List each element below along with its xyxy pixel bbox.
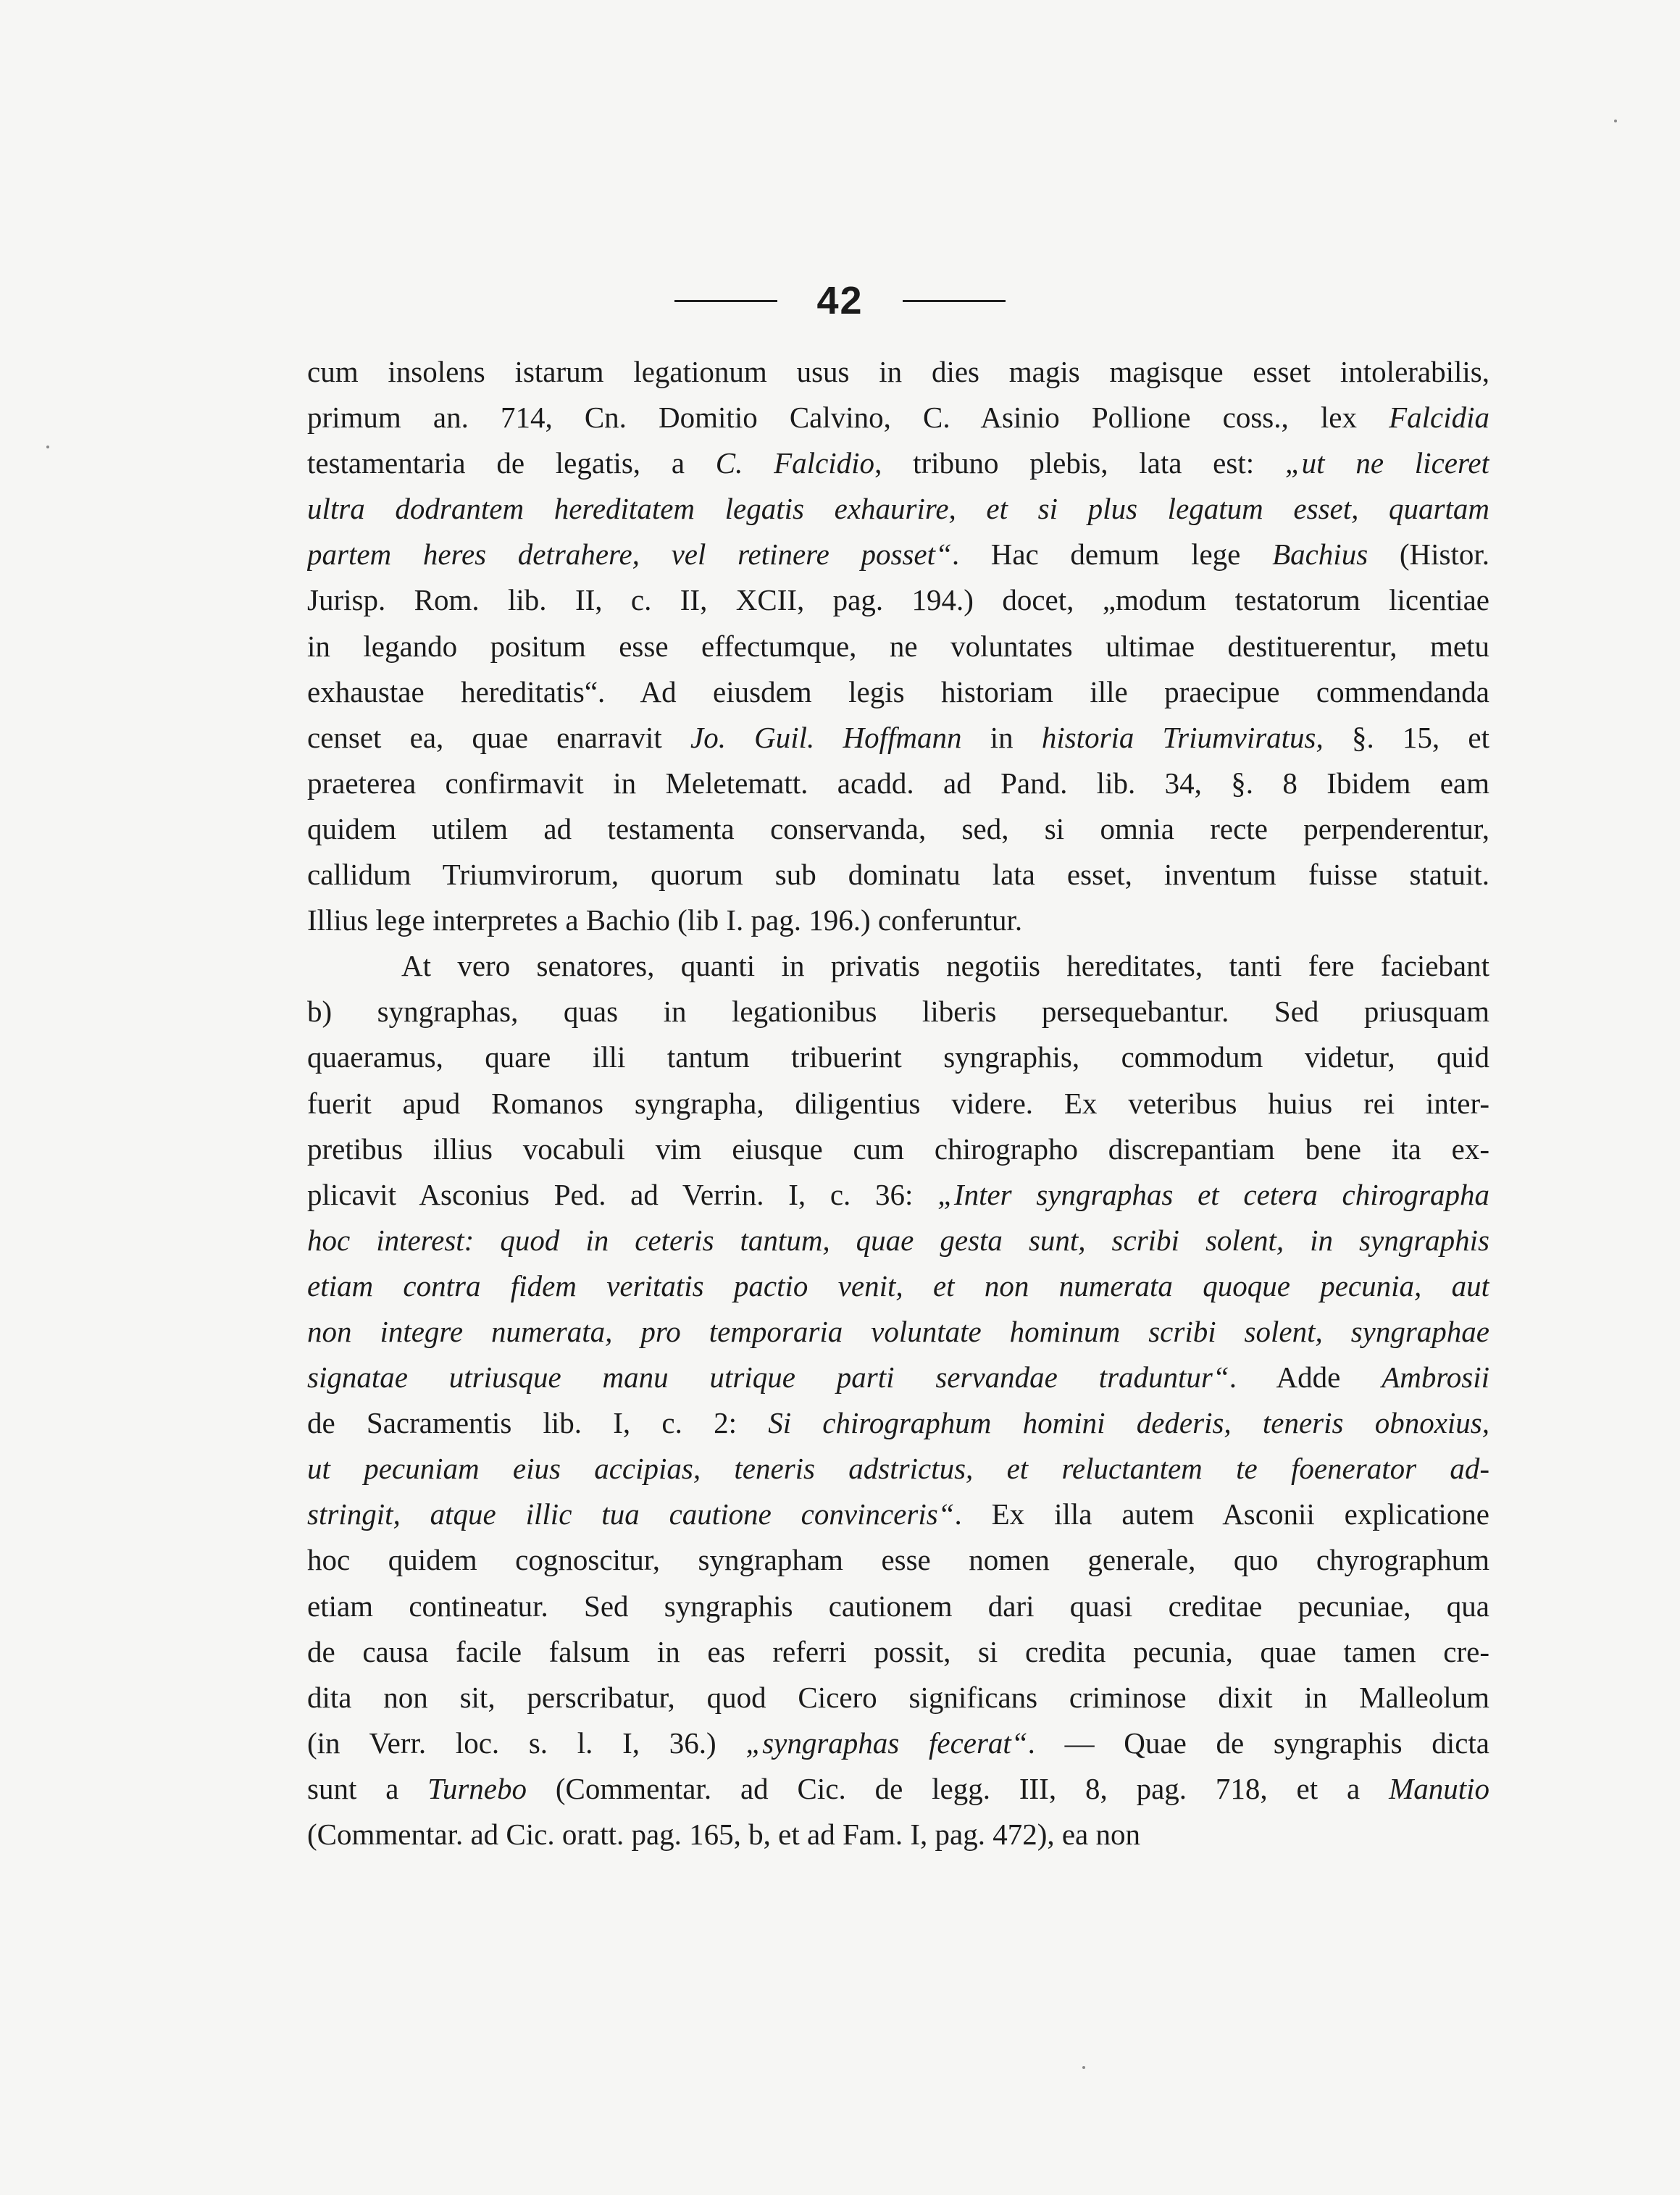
text-line [307, 440, 1489, 486]
text-segment: testamentaria de legatis, a [307, 446, 716, 480]
text-segment: fuerit apud Romanos syngrapha, diligentius videre. Ex veteribus huius rei inter- [307, 1086, 1489, 1120]
text-segment: (Histor. [1368, 538, 1489, 572]
text-line [307, 1629, 1489, 1675]
text-line [307, 1400, 1489, 1446]
text-line [307, 669, 1489, 715]
text-line [307, 806, 1489, 852]
text-line [307, 1034, 1489, 1080]
italic-segment: „syngraphas fecerat“ [745, 1726, 1028, 1760]
text-segment: quidem utilem ad testamenta conservanda, sed, si omnia recte perpenderentur, [307, 811, 1489, 845]
text-segment: quaeramus, quare illi tantum tribuerint syngraphis, commodum videtur, quid [307, 1040, 1489, 1074]
text-line [307, 1766, 1489, 1812]
italic-segment: C. Falcidio [715, 446, 875, 480]
text-line [307, 1126, 1489, 1172]
italic-segment: Falcidia [1389, 401, 1489, 435]
text-segment: (Commentar. ad Cic. de legg. III, 8, pag. 718, et a [527, 1771, 1389, 1805]
italic-segment: non integre numerata, pro temporaria voluntate hominum scribi solent, syngraphae [307, 1314, 1489, 1348]
text-segment: pretibus illius vocabuli vim eiusque cum chirographo discrepantiam bene ita ex- [307, 1132, 1489, 1166]
text-segment: praeterea confirmavit in Meletematt. acadd. ad Pand. lib. 34, §. 8 Ibidem eam [307, 766, 1489, 800]
italic-segment: signatae utriusque manu utrique parti servandae traduntur“ [307, 1360, 1229, 1395]
page-header [0, 275, 1680, 326]
text-segment: . Adde [1229, 1360, 1382, 1395]
text-segment: cum insolens istarum legationum usus in dies magis magisque esset intolerabilis, [307, 355, 1489, 388]
text-line [307, 349, 1489, 395]
text-line [307, 1081, 1489, 1126]
page-number: 42 [816, 279, 864, 322]
italic-segment: partem heres detrahere, vel retinere posset“ [307, 538, 952, 572]
italic-segment: „ut ne liceret [1284, 446, 1489, 480]
text-line [307, 577, 1489, 623]
text-segment: Jurisp. Rom. lib. II, c. II, XCII, pag. 194.) docet, „modum testatorum licentiae [307, 583, 1489, 617]
italic-segment: Bachius [1272, 538, 1368, 572]
text-segment: (Commentar. ad Cic. oratt. pag. 165, b, et ad Fam. I, pag. 472), ea non [307, 1818, 1141, 1851]
italic-segment: ut pecuniam eius accipias, teneris adstrictus, et reluctantem te foenerator ad- [307, 1452, 1489, 1486]
text-line [307, 1309, 1489, 1355]
text-segment: in [961, 720, 1042, 754]
italic-segment: Turnebo [427, 1771, 527, 1805]
text-segment: de Sacramentis lib. I, c. 2: [307, 1406, 769, 1440]
text-segment: b) syngraphas, quas in legationibus liberis persequebantur. Sed priusquam [307, 995, 1489, 1029]
text-line [307, 852, 1489, 898]
header-rule-right [903, 300, 1006, 302]
italic-segment: Ambrosii [1382, 1360, 1489, 1395]
scan-speck [46, 446, 49, 448]
text-line [307, 1675, 1489, 1721]
text-line [307, 1721, 1489, 1766]
italic-segment: stringit, atque illic tua cautione convinceris“ [307, 1497, 955, 1531]
text-line [307, 395, 1489, 440]
italic-segment: Si chirographum homini dederis, teneris obnoxius, [768, 1406, 1489, 1440]
text-segment: §. 15, et [1323, 720, 1489, 754]
text-segment: callidum Triumvirorum, quorum sub dominatu lata esset, inventum fuisse statuit. [307, 858, 1489, 892]
text-segment: in legando positum esse effectumque, ne voluntates ultimae destituerentur, metu [307, 629, 1489, 663]
text-segment: At vero senatores, quanti in privatis negotiis hereditates, tanti fere faciebant [401, 949, 1489, 983]
text-segment: . Hac demum lege [951, 538, 1273, 572]
text-line [307, 624, 1489, 669]
scan-speck [1082, 2066, 1085, 2069]
scan-speck [1614, 120, 1617, 122]
text-segment: hoc quidem cognoscitur, syngrapham esse nomen generale, quo chyrographum [307, 1543, 1489, 1577]
text-line [307, 989, 1489, 1034]
text-segment: etiam contineatur. Sed syngraphis cautionem dari quasi creditae pecuniae, qua [307, 1589, 1489, 1623]
text-segment: primum an. 714, Cn. Domitio Calvino, C. Asinio Pollione coss., lex [307, 401, 1389, 435]
text-line [307, 1584, 1489, 1629]
italic-segment: hoc interest: quod in ceteris tantum, quae gesta sunt, scribi solent, in syngraphis [307, 1223, 1489, 1257]
body-text [307, 349, 1489, 1857]
text-segment: censet ea, quae enarravit [307, 720, 690, 754]
text-line [307, 715, 1489, 761]
text-segment: (in Verr. loc. s. l. I, 36.) [307, 1726, 746, 1760]
text-line [307, 1172, 1489, 1218]
text-line [307, 898, 1489, 943]
text-line [307, 486, 1489, 532]
text-line [307, 1537, 1489, 1583]
text-segment: plicavit Asconius Ped. ad Verrin. I, c. 36: [307, 1177, 938, 1211]
text-line [307, 1446, 1489, 1492]
text-segment: Illius lege interpretes a Bachio (lib I. pag. 196.) conferuntur. [307, 903, 1023, 937]
italic-segment: Manutio [1389, 1771, 1489, 1805]
text-segment: . Ex illa autem Asconii explicatione [954, 1497, 1489, 1531]
header-rule-left [674, 300, 777, 302]
italic-segment: historia Triumviratus, [1041, 720, 1324, 754]
text-line [307, 1492, 1489, 1537]
text-line [307, 1812, 1489, 1857]
text-line [307, 1263, 1489, 1309]
italic-segment: Jo. Guil. Hoffmann [690, 720, 962, 754]
text-segment: sunt a [307, 1771, 428, 1805]
text-line [307, 943, 1489, 989]
text-segment: dita non sit, perscribatur, quod Cicero significans criminose dixit in Malleolum [307, 1680, 1489, 1714]
text-segment: , tribuno plebis, lata est: [874, 446, 1285, 480]
text-line [307, 532, 1489, 577]
text-segment: exhaustae hereditatis“. Ad eiusdem legis historiam ille praecipue commendanda [307, 674, 1489, 708]
italic-segment: etiam contra fidem veritatis pactio venit, et non numerata quoque pecunia, aut [307, 1268, 1489, 1303]
text-line [307, 1355, 1489, 1400]
text-segment: de causa facile falsum in eas referri possit, si credita pecunia, quae tamen cre- [307, 1634, 1489, 1668]
text-line [307, 761, 1489, 806]
italic-segment: ultra dodrantem hereditatem legatis exhaurire, et si plus legatum esset, quartam [307, 492, 1489, 526]
text-segment: . — Quae de syngraphis dicta [1027, 1726, 1489, 1760]
text-line [307, 1218, 1489, 1263]
italic-segment: „Inter syngraphas et cetera chirographa [937, 1177, 1489, 1211]
